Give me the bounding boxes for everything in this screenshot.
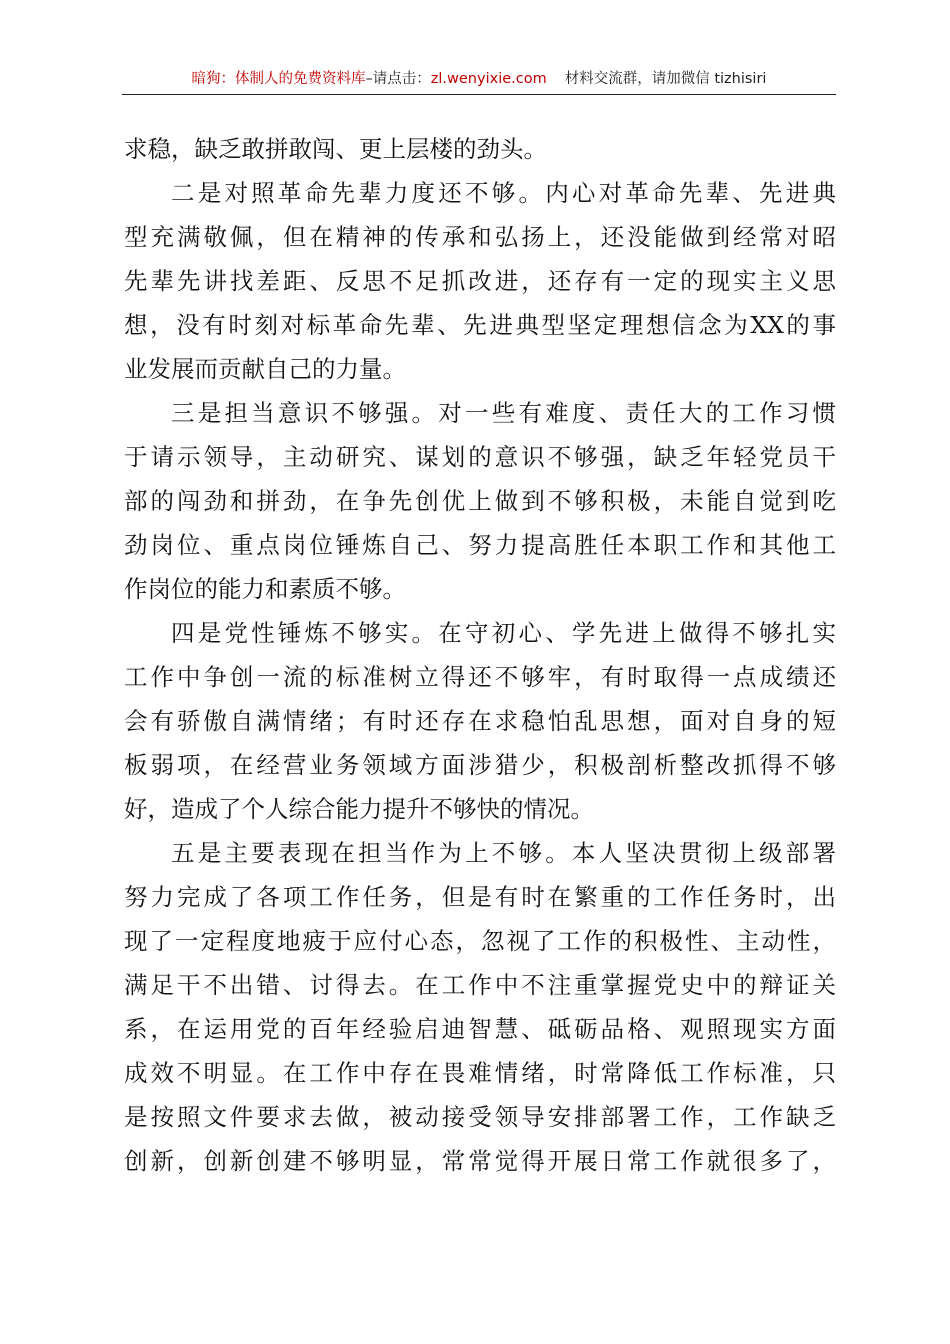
paragraph-five — [124, 831, 836, 1183]
header-url-link[interactable]: zl.wenyixie.com — [430, 71, 547, 87]
text-line: 型充满敬佩，但在精神的传承和弘扬上，还没能做到经常对昭 — [124, 223, 836, 251]
paragraph-four — [124, 611, 836, 831]
text-line: 想，没有时刻对标革命先辈、先进典型坚定理想信念为XX的事 — [124, 311, 836, 339]
text-line: 作岗位的能力和素质不够。 — [124, 575, 406, 603]
text-line: 业发展而贡献自己的力量。 — [124, 355, 406, 383]
text-line: 成效不明显。在工作中存在畏难情绪，时常降低工作标准，只 — [124, 1059, 836, 1087]
text-line: 工作中争创一流的标准树立得还不够牢，有时取得一点成绩还 — [124, 663, 836, 691]
text-line: 会有骄傲自满情绪；有时还存在求稳怕乱思想，面对自身的短 — [124, 707, 836, 735]
text-line: 三是担当意识不够强。对一些有难度、责任大的工作习惯 — [171, 399, 836, 427]
text-line: 于请示领导，主动研究、谋划的意识不够强，缺乏年轻党员干 — [124, 443, 836, 471]
text-line: 四是党性锤炼不够实。在守初心、学先进上做得不够扎实 — [171, 619, 836, 647]
text-line: 努力完成了各项工作任务，但是有时在繁重的工作任务时，出 — [124, 883, 836, 911]
paragraph-three — [124, 391, 836, 611]
text-line: 满足干不出错、讨得去。在工作中不注重掌握党史中的辩证关 — [124, 971, 836, 999]
header-site-name: 暗狗：体制人的免费资料库 — [191, 71, 366, 87]
text-line: 先辈先讲找差距、反思不足抓改进，还存有一定的现实主义思 — [124, 267, 836, 295]
paragraph-continuation — [124, 127, 836, 171]
text-line: 部的闯劲和拼劲，在争先创优上做到不够积极，未能自觉到吃 — [124, 487, 836, 515]
text-line: 板弱项，在经营业务领域方面涉猎少，积极剖析整改抓得不够 — [124, 751, 836, 779]
header-click-prompt: –请点击： — [365, 71, 431, 87]
header-wechat-note: 材料交流群，请加微信 tizhisiri — [564, 71, 767, 87]
text-line: 好，造成了个人综合能力提升不够快的情况。 — [124, 795, 594, 823]
paragraph-two — [124, 171, 836, 391]
text-line: 二是对照革命先辈力度还不够。内心对革命先辈、先进典 — [171, 179, 836, 207]
text-line: 五是主要表现在担当作为上不够。本人坚决贯彻上级部署 — [171, 839, 836, 867]
text-line: 现了一定程度地疲于应付心态，忽视了工作的积极性、主动性， — [124, 927, 836, 955]
text-line: 求稳，缺乏敢拼敢闯、更上层楼的劲头。 — [124, 135, 547, 163]
text-line: 系，在运用党的百年经验启迪智慧、砥砺品格、观照现实方面 — [124, 1015, 836, 1043]
page-header — [122, 68, 836, 95]
text-line: 是按照文件要求去做，被动接受领导安排部署工作，工作缺乏 — [124, 1103, 836, 1131]
document-body — [124, 127, 836, 1183]
text-line: 创新，创新创建不够明显，常常觉得开展日常工作就很多了， — [124, 1147, 836, 1175]
text-line: 劲岗位、重点岗位锤炼自己、努力提高胜任本职工作和其他工 — [124, 531, 836, 559]
